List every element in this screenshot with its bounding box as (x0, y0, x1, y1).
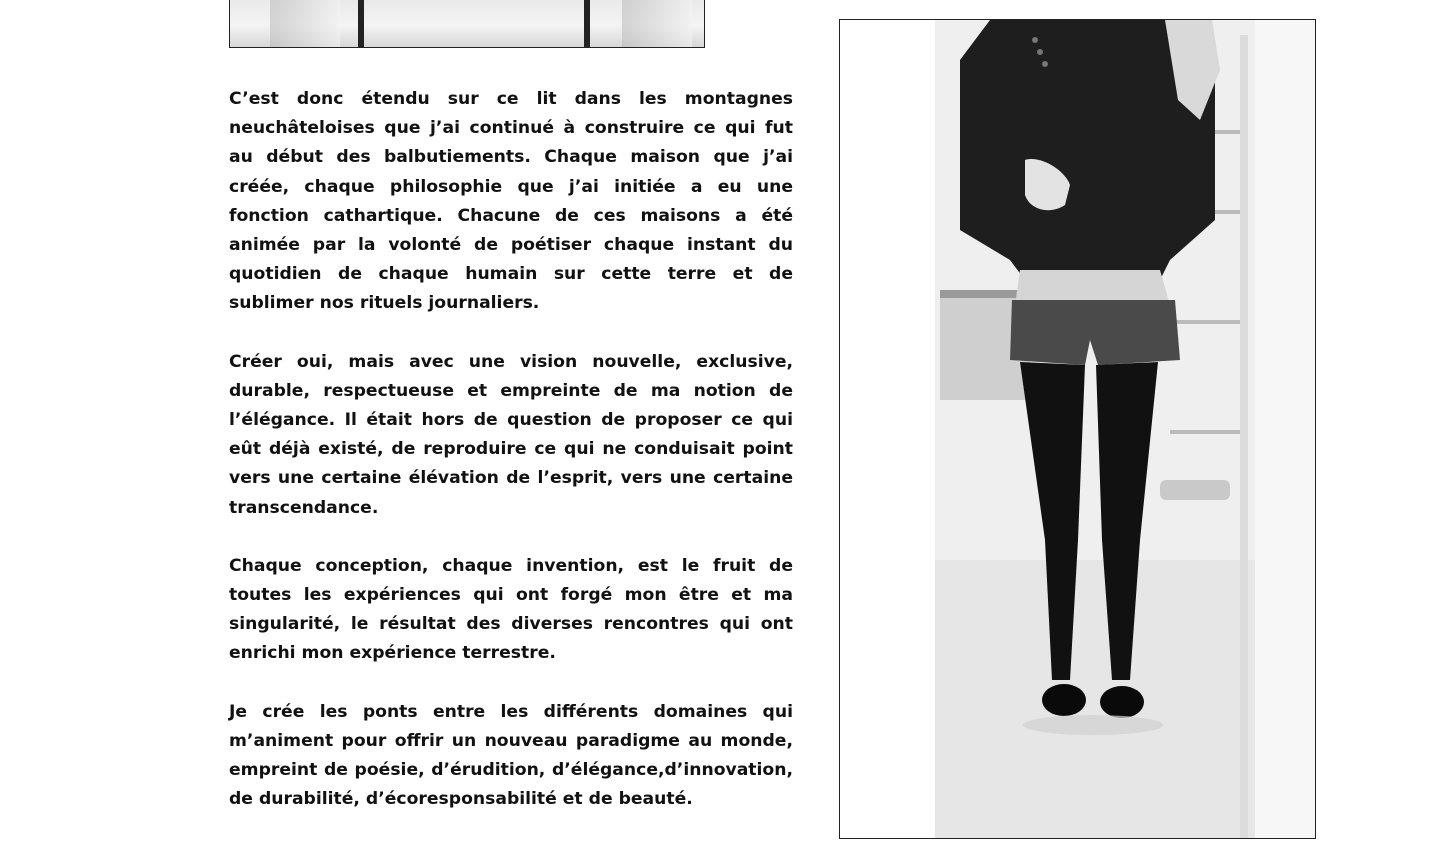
person-photo-illustration (840, 20, 1315, 839)
photo-shading (622, 0, 692, 47)
photo-strap-left (358, 0, 364, 47)
paragraph-3: Chaque conception, chaque invention, est le fruit de toutes les expériences qui ont forgé mon être et ma singularité, le résultat des diverses rencontres qui ont enrichi mon expérience terrestre. (229, 555, 793, 664)
photo-strap-right (584, 0, 590, 47)
paragraph-4: Je crée les ponts entre les différents domaines qui m’animent pour offrir un nouveau paradigme au monde, empreint de poésie, d’érudition, d’élégance,d’innovation, de durabilité, d’écoresponsabilité et de beauté. (229, 701, 793, 810)
photo-shading (270, 0, 340, 47)
side-photo (839, 19, 1316, 839)
article-body (229, 85, 793, 843)
paragraph-2: Créer oui, mais avec une vision nouvelle, exclusive, durable, respectueuse et empreinte de ma notion de l’élégance. Il était hors de question de proposer ce qui eût déjà existé, de reproduire ce qui ne conduisait point vers une certaine élévation de l’esprit, vers une certaine transcendance. (229, 351, 793, 518)
top-photo (229, 0, 705, 48)
paragraph-1: C’est donc étendu sur ce lit dans les montagnes neuchâteloises que j’ai continué à construire ce qui fut au début des balbutiements. Chaque maison que j’ai créée, chaque philosophie que j’ai initiée a eu une fonction cathartique. Chacune de ces maisons a été animée par la volonté de poétiser chaque instant du quotidien de chaque humain sur cette terre et de sublimer nos rituels journaliers. (229, 89, 793, 314)
